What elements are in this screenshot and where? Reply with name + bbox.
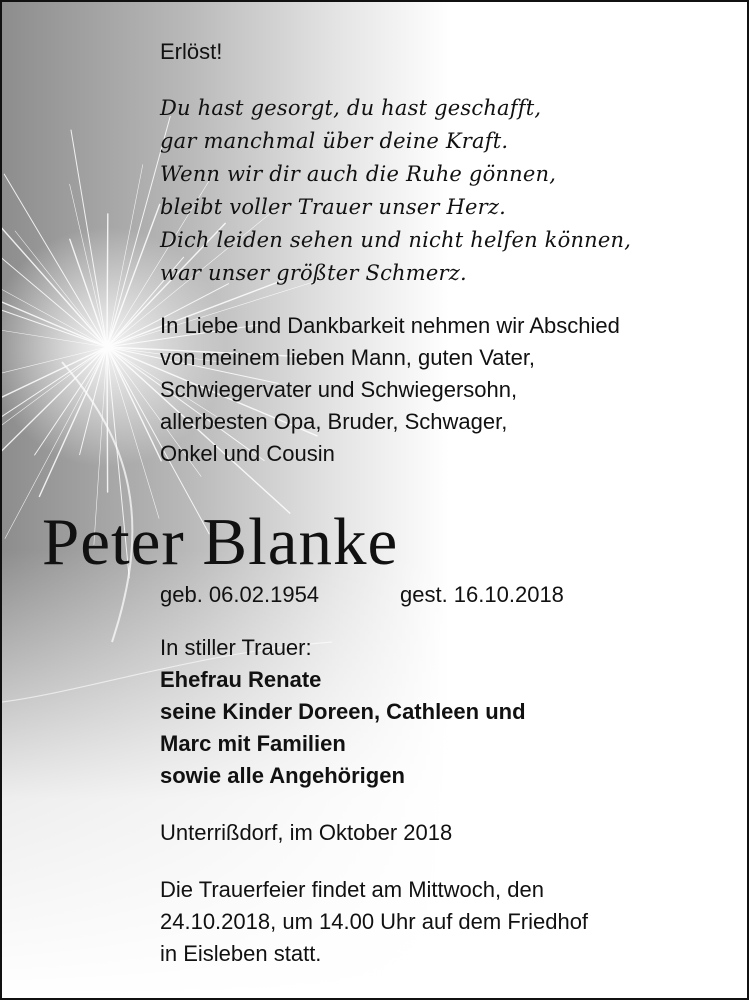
mourner-line: Marc mit Familien (160, 731, 346, 756)
funeral-line: 24.10.2018, um 14.00 Uhr auf dem Friedhof (160, 909, 589, 934)
poem-line: Du hast gesorgt, du hast geschafft, (160, 96, 542, 120)
place-and-date: Unterrißdorf, im Oktober 2018 (160, 820, 453, 845)
mourner-line: Ehefrau Renate (160, 667, 322, 692)
farewell-line: von meinem lieben Mann, guten Vater, (160, 345, 536, 370)
notice-content (2, 2, 747, 998)
poem-line: Dich leiden sehen und nicht helfen können, (160, 228, 632, 252)
farewell-line: Schwiegervater und Schwiegersohn, (160, 377, 518, 402)
poem-line: bleibt voller Trauer unser Herz. (160, 195, 507, 219)
deceased-name: Peter Blanke (42, 505, 399, 579)
birth-date: geb. 06.02.1954 (160, 582, 320, 607)
farewell-line: Onkel und Cousin (160, 441, 335, 466)
mourner-line: seine Kinder Doreen, Cathleen und (160, 699, 526, 724)
mourner-line: sowie alle Angehörigen (160, 763, 405, 788)
funeral-line: in Eisleben statt. (160, 941, 322, 966)
funeral-line: Die Trauerfeier findet am Mittwoch, den (160, 877, 544, 902)
opening-word: Erlöst! (160, 39, 223, 64)
poem-line: Wenn wir dir auch die Ruhe gönnen, (160, 162, 557, 186)
poem-line: gar manchmal über deine Kraft. (160, 129, 509, 153)
mourners-intro: In stiller Trauer: (160, 635, 312, 660)
poem-line: war unser größter Schmerz. (160, 261, 467, 285)
farewell-line: In Liebe und Dankbarkeit nehmen wir Abschied (160, 313, 620, 338)
death-date: gest. 16.10.2018 (400, 582, 564, 607)
farewell-line: allerbesten Opa, Bruder, Schwager, (160, 409, 508, 434)
